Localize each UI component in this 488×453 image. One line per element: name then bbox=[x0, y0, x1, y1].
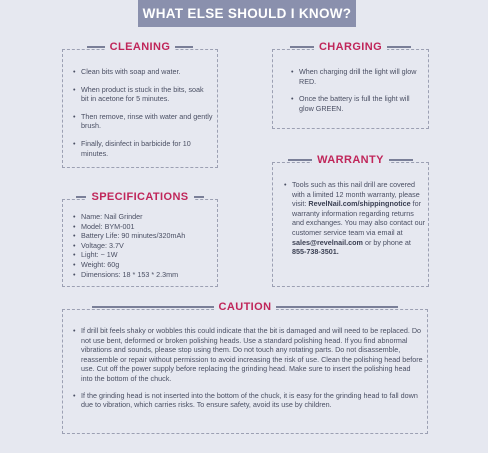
warranty-title: WARRANTY bbox=[312, 154, 389, 166]
list-item: • Then remove, rinse with water and gently brush. bbox=[71, 112, 213, 131]
list-item: • Once the battery is full the light will glow GREEN. bbox=[289, 94, 419, 113]
list-item: • When product is stuck in the bits, soak bit in acetone for 5 minutes. bbox=[71, 85, 213, 104]
warranty-middle: for warranty information regarding returns and exchanges. You may also contact our customer service team via email at bbox=[292, 199, 426, 237]
list-item: • Light: ~ 1W bbox=[71, 250, 215, 260]
warranty-phone-prefix: or by phone at bbox=[364, 237, 411, 247]
list-item: • If the grinding head is not inserted into the bottom of the chuck, it is easy for the grinding head to fall down due to vibration, which carries risks. To ensure safety, avoid its use by children. bbox=[71, 391, 423, 410]
list-item: • If drill bit feels shaky or wobbles this could indicate that the bit is damaged and will need to be replaced. Do not use bent, deformed or broken polishing heads. Use a standard polishing head. If you find abnormal vibrations and sounds, please stop using them. Do not touch any rotating parts. Do not disassemble, reassemble or repair without permission to avoid increasing the risk of use. Clean the polishing head before use. Cut off the power supply before replacing the grinding head. Make sure to insert the polishing head into the bottom of the chuck. bbox=[71, 326, 423, 384]
list-item: • Name: Nail Grinder bbox=[71, 212, 215, 222]
charging-title: CHARGING bbox=[314, 41, 387, 53]
specifications-title: SPECIFICATIONS bbox=[86, 191, 193, 203]
list-item: • Finally, disinfect in barbicide for 10 minutes. bbox=[71, 139, 213, 158]
list-item: • Clean bits with soap and water. bbox=[71, 67, 213, 77]
warranty-intro: Tools such as this nail drill are covered with a limited 12 month warranty, please visit: bbox=[292, 180, 420, 209]
warranty-phone: 855-738-3501. bbox=[292, 247, 339, 257]
specifications-section bbox=[62, 191, 218, 287]
warranty-email[interactable]: sales@revelnail.com bbox=[292, 237, 363, 247]
list-item: • Dimensions: 18 * 153 * 2.3mm bbox=[71, 270, 215, 280]
cleaning-section bbox=[62, 41, 218, 168]
charging-section bbox=[272, 41, 429, 129]
warranty-section bbox=[272, 154, 429, 287]
list-item: • Model: BYM-001 bbox=[71, 222, 215, 232]
warranty-text bbox=[282, 180, 426, 257]
list-item: • When charging drill the light will glow RED. bbox=[289, 67, 419, 86]
caution-title: CAUTION bbox=[214, 301, 277, 313]
cleaning-title: CLEANING bbox=[105, 41, 176, 53]
header-banner bbox=[0, 0, 488, 27]
list-item: • Weight: 60g bbox=[71, 260, 215, 270]
list-item: • Voltage: 3.7V bbox=[71, 241, 215, 251]
list-item: • Battery Life: 90 minutes/320mAh bbox=[71, 231, 215, 241]
page-title: WHAT ELSE SHOULD I KNOW? bbox=[138, 0, 356, 27]
caution-section bbox=[62, 301, 428, 434]
warranty-link[interactable]: RevelNail.com/shippingnotice bbox=[308, 199, 411, 209]
